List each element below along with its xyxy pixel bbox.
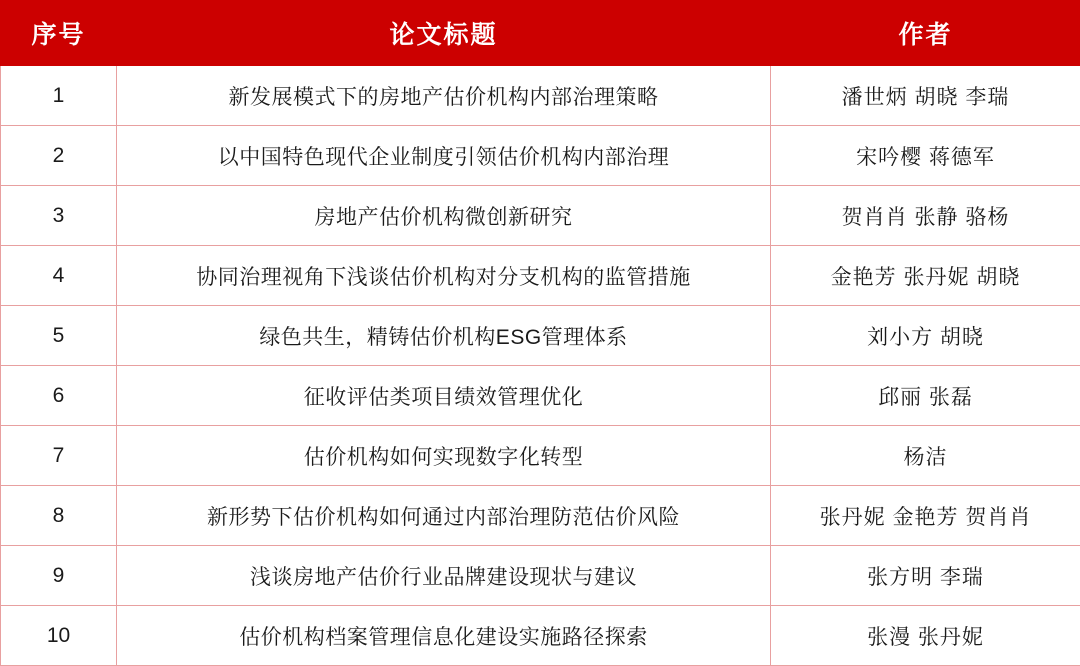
paper-author: 张漫 张丹妮 [771,606,1080,666]
paper-title: 以中国特色现代企业制度引领估价机构内部治理 [117,126,771,186]
table-row [1,186,1080,246]
table-row [1,366,1080,426]
paper-title: 绿色共生，精铸估价机构ESG管理体系 [117,306,771,366]
paper-author: 刘小方 胡晓 [771,306,1080,366]
row-number: 3 [1,186,117,246]
table-row [1,126,1080,186]
paper-author: 杨洁 [771,426,1080,486]
paper-title: 估价机构档案管理信息化建设实施路径探索 [117,606,771,666]
table-row [1,426,1080,486]
paper-title: 协同治理视角下浅谈估价机构对分支机构的监管措施 [117,246,771,306]
table-header [1,1,1080,66]
table-row [1,546,1080,606]
row-number: 2 [1,126,117,186]
table-row [1,486,1080,546]
table-header-row [1,1,1080,66]
table-row [1,66,1080,126]
paper-author: 宋吟樱 蒋德军 [771,126,1080,186]
column-header-no: 序号 [1,1,117,66]
column-header-title: 论文标题 [117,1,771,66]
paper-title: 房地产估价机构微创新研究 [117,186,771,246]
paper-title: 新发展模式下的房地产估价机构内部治理策略 [117,66,771,126]
column-header-author: 作者 [771,1,1080,66]
table-body [1,66,1080,666]
table-row [1,606,1080,666]
row-number: 8 [1,486,117,546]
paper-author: 贺肖肖 张静 骆杨 [771,186,1080,246]
row-number: 4 [1,246,117,306]
paper-author: 邱丽 张磊 [771,366,1080,426]
row-number: 7 [1,426,117,486]
paper-title: 新形势下估价机构如何通过内部治理防范估价风险 [117,486,771,546]
table-row [1,306,1080,366]
paper-author: 张方明 李瑞 [771,546,1080,606]
row-number: 9 [1,546,117,606]
paper-author: 潘世炳 胡晓 李瑞 [771,66,1080,126]
row-number: 5 [1,306,117,366]
paper-title: 浅谈房地产估价行业品牌建设现状与建议 [117,546,771,606]
row-number: 10 [1,606,117,666]
paper-title: 征收评估类项目绩效管理优化 [117,366,771,426]
paper-author: 金艳芳 张丹妮 胡晓 [771,246,1080,306]
row-number: 6 [1,366,117,426]
paper-title: 估价机构如何实现数字化转型 [117,426,771,486]
paper-author: 张丹妮 金艳芳 贺肖肖 [771,486,1080,546]
table-row [1,246,1080,306]
row-number: 1 [1,66,117,126]
